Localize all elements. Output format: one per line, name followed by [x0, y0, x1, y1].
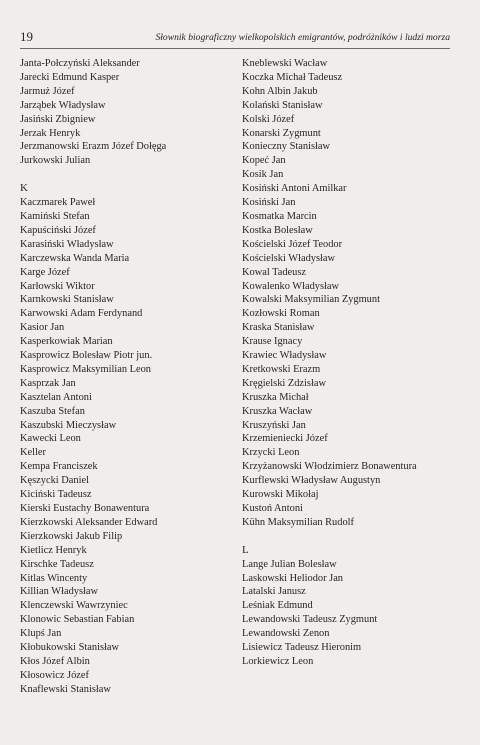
index-entry: Kruszyński Jan — [242, 419, 306, 431]
index-entry: Karge Józef — [20, 266, 70, 278]
index-entry: Kaszubski Mieczysław — [20, 419, 117, 431]
index-entry: Kretkowski Erazm — [242, 363, 321, 375]
index-entry: Kurowski Mikołaj — [242, 489, 319, 501]
index-entry: Kaczmarek Paweł — [20, 197, 96, 209]
index-entry: Kasior Jan — [20, 322, 65, 334]
index-entry: Kaszuba Stefan — [20, 405, 85, 417]
index-entry: Karnkowski Stanisław — [20, 294, 114, 306]
left-column — [20, 57, 235, 697]
index-entry: Jarecki Edmund Kasper — [20, 71, 120, 83]
header-rule — [20, 48, 450, 49]
index-entry: Jerzmanowski Erazm Józef Dołęga — [20, 141, 167, 153]
letter-heading: K — [20, 182, 28, 195]
index-entry: Kowalenko Władysław — [242, 280, 340, 292]
index-entry: Kitlas Wincenty — [20, 572, 88, 584]
index-entry: Kowalski Maksymilian Zygmunt — [242, 294, 380, 306]
index-entry: Kłosowicz Józef — [20, 669, 89, 681]
index-entry: Jerzak Henryk — [20, 127, 81, 139]
index-entry: Kosiński Jan — [242, 197, 296, 209]
index-entry: Kopeć Jan — [242, 155, 286, 167]
index-entry: Kierzkowski Jakub Filip — [20, 530, 123, 542]
index-entry: Klenczewski Wawrzyniec — [20, 600, 128, 612]
section-spacer — [20, 168, 235, 182]
index-entry: Konieczny Stanisław — [242, 141, 331, 153]
index-entry: Kłos Józef Albin — [20, 655, 90, 667]
index-entry: Krzyżanowski Włodzimierz Bonawentura — [242, 461, 417, 473]
index-entry: Krause Ignacy — [242, 336, 303, 348]
index-entry: Kręgielski Zdzisław — [242, 377, 326, 389]
index-entry: Kurflewski Władysław Augustyn — [242, 475, 381, 487]
index-entry: Kierski Eustachy Bonawentura — [20, 503, 150, 514]
index-entry: Kneblewski Wacław — [242, 58, 328, 69]
index-entry: Kowal Tadeusz — [242, 266, 307, 278]
index-entry: Kosik Jan — [242, 169, 284, 181]
index-entry: Kłobukowski Stanisław — [20, 642, 120, 654]
index-entry: Kostka Bolesław — [242, 224, 313, 236]
right-column — [242, 57, 457, 669]
index-entry: Konarski Zygmunt — [242, 127, 321, 139]
index-entry: Janta-Połczyński Aleksander — [20, 58, 140, 69]
index-entry: Karwowski Adam Ferdynand — [20, 308, 143, 320]
index-entry: Kasztelan Antoni — [20, 391, 92, 403]
index-entry: Kempa Franciszek — [20, 461, 98, 473]
index-entry: Kościelski Władysław — [242, 252, 336, 264]
index-entry: Kosiński Antoni Amilkar — [242, 183, 347, 195]
index-entry: Klonowic Sebastian Fabian — [20, 614, 135, 626]
index-entry: Kasperkowiak Marian — [20, 336, 113, 348]
index-entry: Keller — [20, 447, 46, 459]
page-number: 19 — [20, 29, 33, 44]
index-entry: Lewandowski Tadeusz Zygmunt — [242, 614, 378, 626]
index-entry: Kiciński Tadeusz — [20, 489, 92, 501]
index-entry: Kustoń Antoni — [242, 503, 303, 514]
index-entry: Klupś Jan — [20, 628, 62, 640]
index-entry: Kruszka Michał — [242, 391, 309, 403]
index-entry: Laskowski Heliodor Jan — [242, 572, 344, 584]
index-entry: Knaflewski Stanisław — [20, 683, 111, 695]
index-entry: Leśniak Edmund — [242, 600, 313, 612]
index-entry: Kierzkowski Aleksander Edward — [20, 516, 158, 528]
index-entry: Jarząbek Władysław — [20, 99, 106, 111]
index-entry: Kasprowicz Bolesław Piotr jun. — [20, 350, 153, 362]
index-entry: Kruszka Wacław — [242, 405, 313, 417]
index-entry: Lorkiewicz Leon — [242, 655, 314, 667]
index-entry: Kęszycki Daniel — [20, 475, 89, 487]
page-header — [20, 29, 450, 47]
index-entry: Jasiński Zbigniew — [20, 113, 96, 125]
index-entry: Kolski Józef — [242, 113, 295, 125]
index-entry: Kolański Stanisław — [242, 99, 323, 111]
index-entry: Karczewska Wanda Maria — [20, 252, 130, 264]
index-entry: Kozłowski Roman — [242, 308, 320, 320]
index-entry: Kühn Maksymilian Rudolf — [242, 516, 354, 528]
index-entry: Lewandowski Zenon — [242, 628, 330, 640]
index-entry: Kosmatka Marcin — [242, 210, 317, 222]
index-entry: Kirschke Tadeusz — [20, 558, 94, 570]
index-entry: Kościelski Józef Teodor — [242, 238, 343, 250]
index-entry: Killian Władysław — [20, 586, 99, 598]
index-entry: Kietlicz Henryk — [20, 544, 87, 556]
index-entry: Krzemieniecki Józef — [242, 433, 328, 445]
index-entry: Koczka Michał Tadeusz — [242, 71, 343, 83]
index-entry: Jarmuż Józef — [20, 85, 75, 97]
index-entry: Kasprowicz Maksymilian Leon — [20, 363, 152, 375]
index-entry: Latalski Janusz — [242, 586, 306, 598]
index-entry: Kasprzak Jan — [20, 377, 76, 389]
index-entry: Kraska Stanisław — [242, 322, 315, 334]
index-entry: Kohn Albin Jakub — [242, 85, 318, 97]
index-entry: Jurkowski Julian — [20, 155, 91, 167]
index-entry: Krawiec Władysław — [242, 350, 327, 362]
section-spacer — [242, 530, 457, 544]
index-entry: Krzycki Leon — [242, 447, 300, 459]
index-entry: Kamiński Stefan — [20, 210, 90, 222]
index-entry: Kapuściński Józef — [20, 224, 96, 236]
letter-heading: L — [242, 543, 249, 556]
index-entry: Lange Julian Bolesław — [242, 558, 337, 570]
index-entry: Karłowski Wiktor — [20, 280, 95, 292]
index-entry: Karasiński Władysław — [20, 238, 114, 250]
running-title: Słownik biograficzny wielkopolskich emigrantów, podróżników i ludzi morza — [155, 32, 450, 43]
index-entry: Lisiewicz Tadeusz Hieronim — [242, 642, 362, 654]
index-entry: Kawecki Leon — [20, 433, 81, 445]
